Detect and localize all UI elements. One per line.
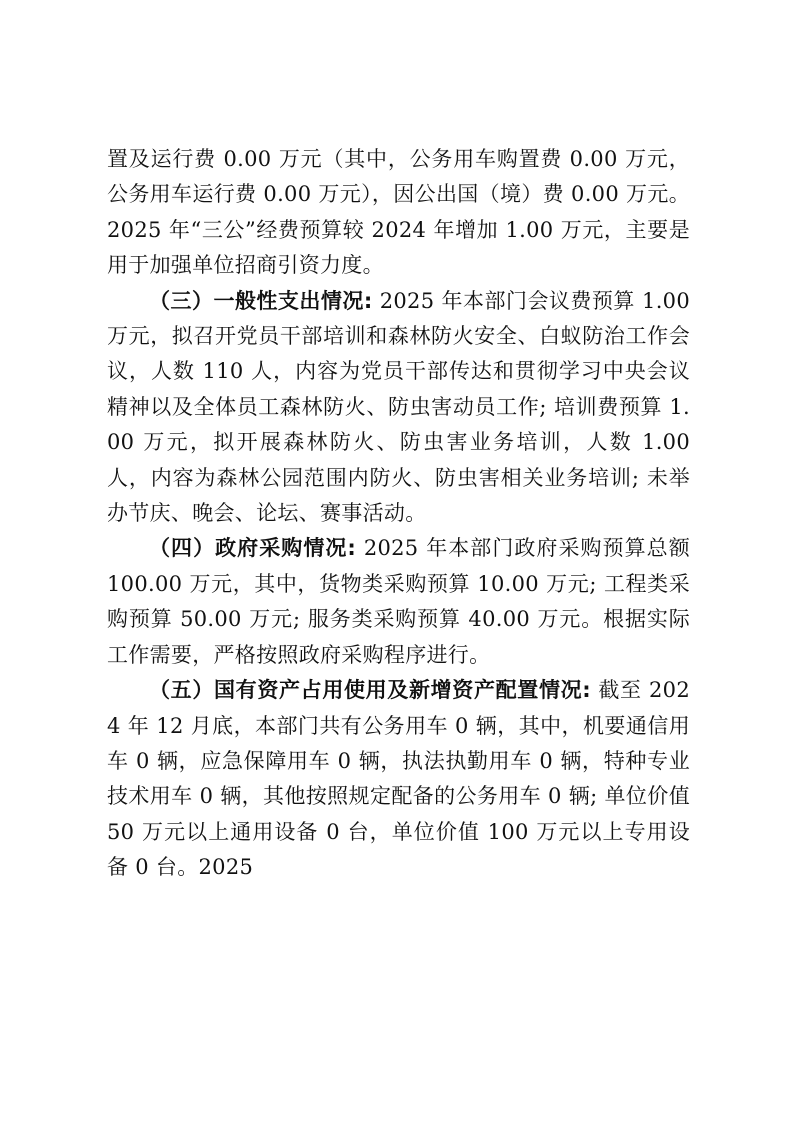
- paragraph-government-procurement: [107, 531, 690, 673]
- paragraph-state-assets: [107, 673, 690, 885]
- paragraph-text: 2025 年本部门政府采购预算总额 100.00 万元，其中，货物类采购预算 10.00 万元; 工程类采购预算 50.00 万元; 服务类采购预算 40.00 万元。根据实际工作需要，严格按照政府采购程序进行。: [107, 536, 690, 667]
- paragraph-text: 截至 2024 年 12 月底，本部门共有公务用车 0 辆，其中，机要通信用车 0 辆，应急保障用车 0 辆，执法执勤用车 0 辆，特种专业技术用车 0 辆，其他按照规定配备的公务用车 0 辆; 单位价值 50 万元以上通用设备 0 台，单位价值 100 万元以上专用设备 0 台。2025: [107, 678, 690, 880]
- document-body: [107, 142, 690, 886]
- paragraph-general-expenditure: [107, 284, 690, 532]
- section-heading-state-assets: （五）国有资产占用使用及新增资产配置情况:: [149, 678, 591, 703]
- paragraph-text: 2025 年本部门会议费预算 1.00 万元，拟召开党员干部培训和森林防火安全、白蚁防治工作会议，人数 110 人，内容为党员干部传达和贯彻学习中央会议精神以及全体员工森林防火、防虫害动员工作; 培训费预算 1.00 万元，拟开展森林防火、防虫害业务培训，人数 1.00 人，内容为森林公园范围内防火、防虫害相关业务培训; 未举办节庆、晚会、论坛、赛事活动。: [107, 288, 690, 526]
- section-heading-government-procurement: （四）政府采购情况:: [149, 536, 357, 561]
- section-heading-general-expenditure: （三）一般性支出情况:: [149, 288, 373, 313]
- paragraph-text: 置及运行费 0.00 万元（其中，公务用车购置费 0.00 万元，公务用车运行费 0.00 万元），因公出国（境）费 0.00 万元。2025 年“三公”经费预算较 2024 年增加 1.00 万元，主要是用于加强单位招商引资力度。: [107, 147, 690, 278]
- paragraph-vehicle-expenses: [107, 142, 690, 284]
